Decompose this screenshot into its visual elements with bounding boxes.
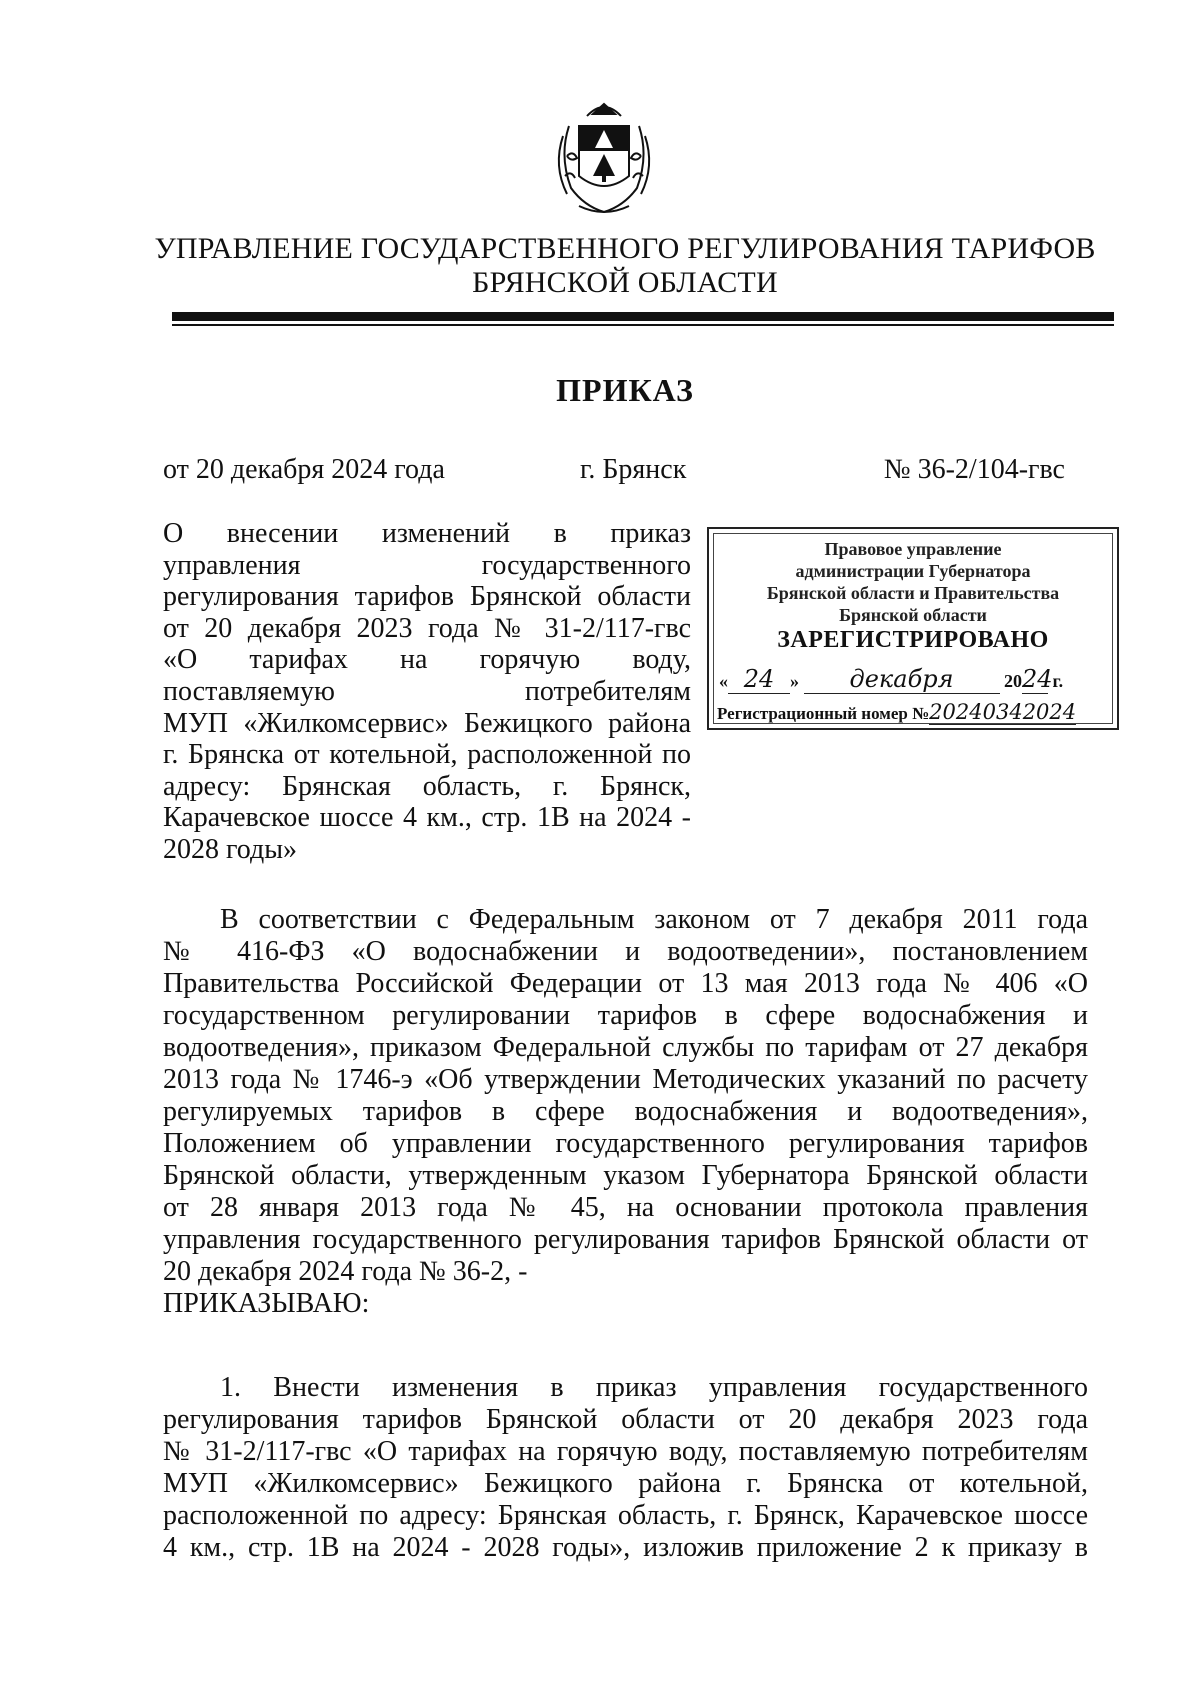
preamble-line: регулируемых тарифов в сфере водоснабжения и водоотведения», <box>163 1096 1088 1127</box>
header-divider <box>172 312 1114 321</box>
registration-stamp <box>707 527 1119 730</box>
preamble-line: водоотведения», приказом Федеральной службы по тарифам от 27 декабря <box>163 1032 1088 1063</box>
item-line: МУП «Жилкомсервис» Бежицкого района г. Брянска от котельной, <box>163 1468 1088 1499</box>
subject-line: управления государственного <box>163 549 691 581</box>
item-line: расположенной по адресу: Брянская область, г. Брянск, Карачевское шоссе <box>163 1500 1088 1531</box>
document-number: № 36-2/104-гвс <box>883 454 1065 485</box>
preamble-line: государственном регулировании тарифов в сфере водоснабжения и <box>163 1000 1088 1031</box>
document-city: г. Брянск <box>580 454 687 485</box>
preamble-line: от 28 января 2013 года № 45, на основании протокола правления <box>163 1192 1088 1223</box>
subject-line: О внесении изменений в приказ <box>163 518 691 549</box>
subject-line: поставляемую потребителям <box>163 675 691 707</box>
stamp-quote-close: » <box>790 671 799 691</box>
item-line: 4 км., стр. 1В на 2024 - 2028 годы», изложив приложение 2 к приказу в <box>163 1532 1088 1563</box>
stamp-date <box>719 665 1109 694</box>
stamp-quote-open: « <box>719 671 728 691</box>
preamble-line: Брянской области, утвержденным указом Губернатора Брянской области <box>163 1160 1088 1191</box>
stamp-year-unit: г. <box>1052 671 1064 691</box>
preamble-line: Правительства Российской Федерации от 13 мая 2013 года № 406 «О <box>163 968 1088 999</box>
document-date: от 20 декабря 2024 года <box>163 454 445 485</box>
stamp-year-prefix: 20 <box>1004 671 1022 691</box>
organization-region: БРЯНСКОЙ ОБЛАСТИ <box>472 266 778 299</box>
subject-line: 2028 годы» <box>163 833 298 865</box>
document-subject <box>163 518 691 866</box>
stamp-year-handwritten: 24 <box>1022 665 1053 693</box>
preamble-line: управления государственного регулирования тарифов Брянской области от <box>163 1224 1088 1255</box>
stamp-day-handwritten: 24 <box>728 665 790 694</box>
subject-line: г. Брянска от котельной, расположенной по <box>163 739 691 771</box>
subject-line: регулирования тарифов Брянской области <box>163 581 691 613</box>
stamp-authority-line: администрации Губернатора <box>795 561 1031 581</box>
preamble-paragraph <box>163 904 1088 1288</box>
item-line: регулирования тарифов Брянской области от 20 декабря 2023 года <box>163 1404 1088 1435</box>
subject-line: «О тарифах на горячую воду, <box>163 644 691 676</box>
subject-line: от 20 декабря 2023 года № 31-2/117-гвс <box>163 612 691 644</box>
preamble-line: № 416-ФЗ «О водоснабжении и водоотведении», постановлением <box>163 936 1088 967</box>
stamp-reg-number-handwritten: 20240342024 <box>929 700 1077 724</box>
preamble-line: 20 декабря 2024 года № 36-2, - <box>163 1256 528 1287</box>
subject-line: МУП «Жилкомсервис» Бежицкого района <box>163 707 691 739</box>
stamp-authority-line: Брянской области и Правительства <box>766 583 1060 603</box>
stamp-registered: ЗАРЕГИСТРИРОВАНО <box>777 627 1049 653</box>
stamp-reg-label: Регистрационный номер № <box>717 704 930 723</box>
subject-line: Карачевское шоссе 4 км., стр. 1В на 2024 - <box>163 802 691 834</box>
subject-line: адресу: Брянская область, г. Брянск, <box>163 770 691 802</box>
stamp-authority-line: Брянской области <box>839 605 987 625</box>
item-line: № 31-2/117-гвс «О тарифах на горячую воду, поставляемую потребителям <box>163 1436 1088 1467</box>
organization-name: УПРАВЛЕНИЕ ГОСУДАРСТВЕННОГО РЕГУЛИРОВАНИЯ ТАРИФОВ <box>154 232 1096 265</box>
header-divider-thin <box>172 324 1114 326</box>
stamp-authority-line: Правовое управление <box>824 539 1002 559</box>
document-title: ПРИКАЗ <box>556 372 694 408</box>
preamble-line: В соответствии с Федеральным законом от 7 декабря 2011 года <box>220 904 1088 935</box>
order-word: ПРИКАЗЫВАЮ: <box>163 1288 370 1319</box>
order-item-1 <box>163 1372 1088 1564</box>
coat-of-arms-icon <box>549 96 659 218</box>
stamp-month-handwritten: декабря <box>804 665 1000 694</box>
stamp-registration-number <box>717 700 1113 725</box>
preamble-line: 2013 года № 1746-э «Об утверждении Методических указаний по расчету <box>163 1064 1088 1095</box>
item-line: 1. Внести изменения в приказ управления государственного <box>220 1372 1088 1403</box>
preamble-line: Положением об управлении государственного регулирования тарифов <box>163 1128 1088 1159</box>
